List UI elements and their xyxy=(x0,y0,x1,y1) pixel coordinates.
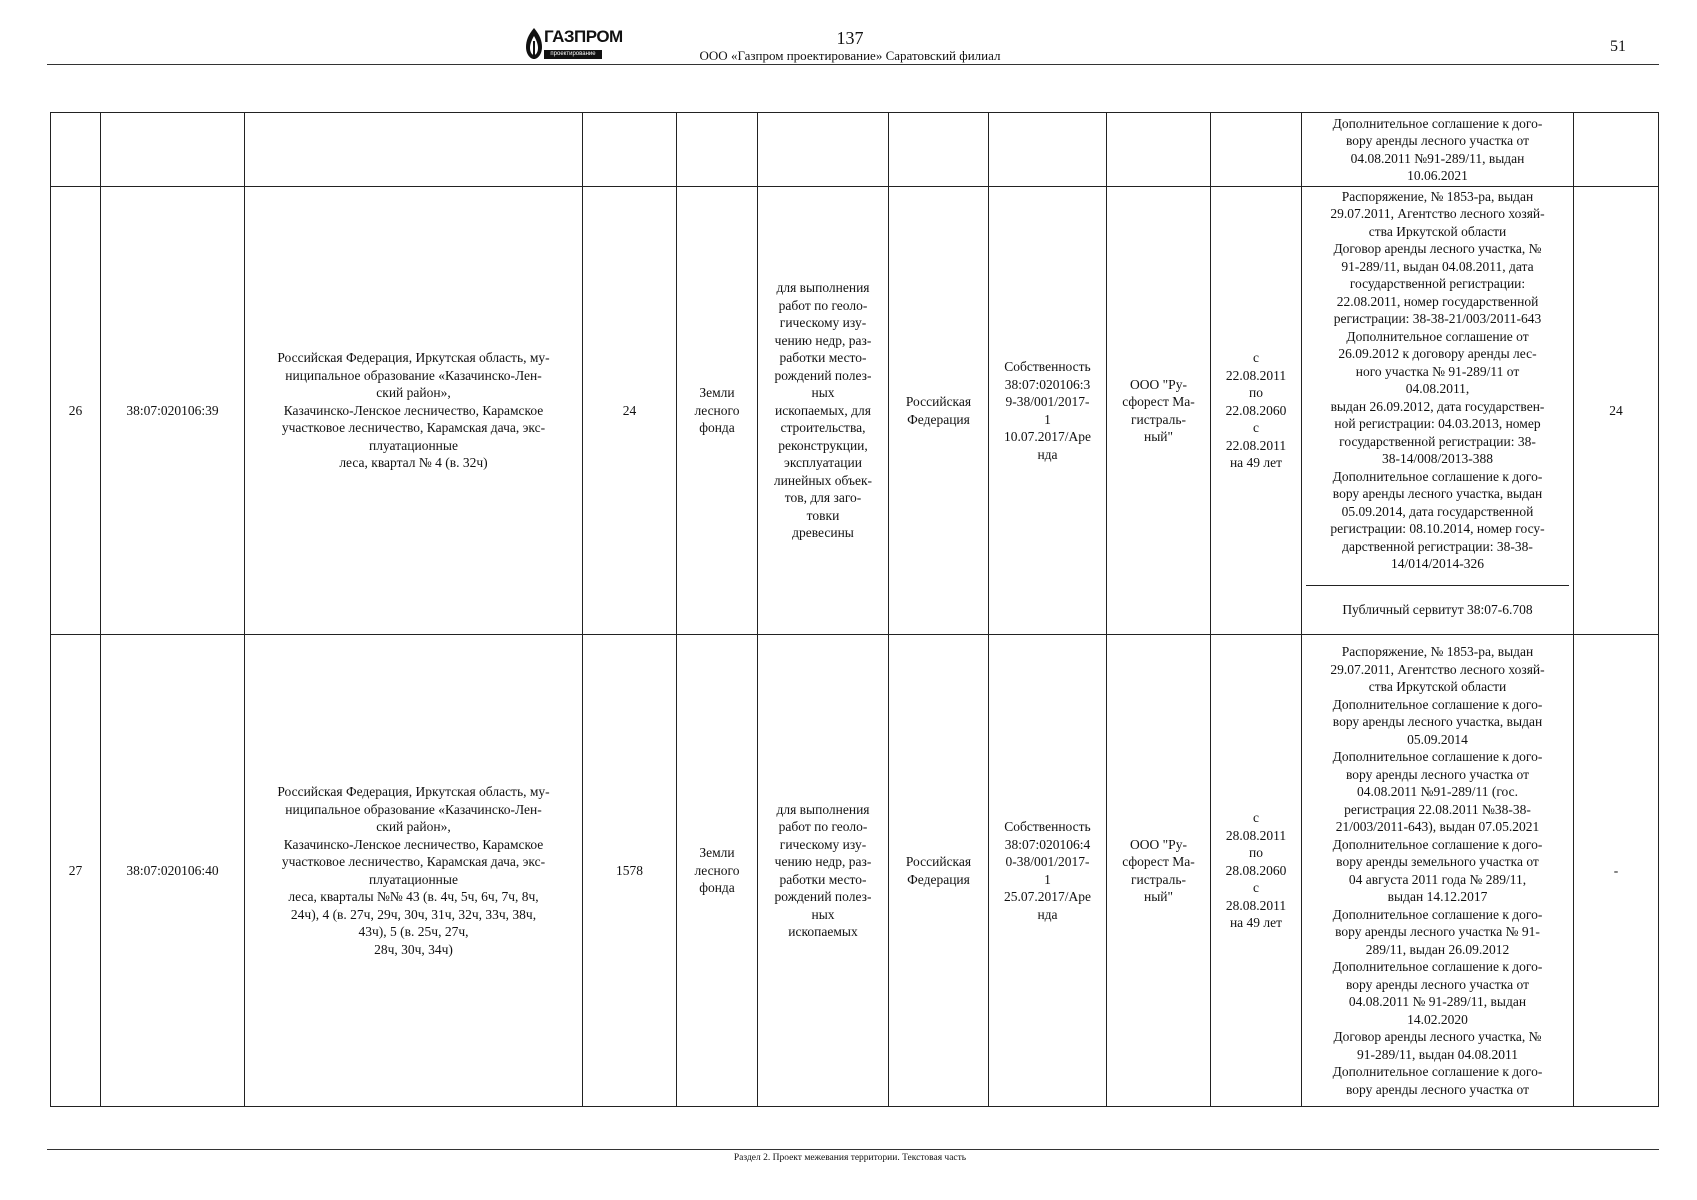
header-rule xyxy=(47,64,1659,65)
text-line: ООО "Ру- xyxy=(1130,376,1187,392)
text-line: 10.07.2017/Аре xyxy=(1004,429,1091,444)
cell-cadastral xyxy=(101,113,245,187)
text-line: 04.08.2011 № 91-289/11, выдан xyxy=(1348,994,1527,1009)
text-line: выдан 14.12.2017 xyxy=(1387,889,1488,904)
text-line: 04.08.2011 №91-289/11 (гос. xyxy=(1356,784,1519,799)
text-line: 22.08.2011 xyxy=(1225,437,1287,453)
cell-use xyxy=(758,187,889,635)
text-line: ный" xyxy=(1143,889,1174,904)
text-line: по xyxy=(1249,845,1263,861)
text-line: Собственность xyxy=(1004,819,1091,834)
doc-lines xyxy=(1306,115,1569,185)
text-line: тов, для заго- xyxy=(784,490,862,506)
cell-address xyxy=(245,635,583,1107)
text-line: 43ч), 5 (в. 25ч, 27ч, xyxy=(358,924,469,939)
text-line: ного участка № 91-289/11 от xyxy=(1355,363,1520,379)
text-line: 14/014/2014-326 xyxy=(1391,556,1484,571)
text-line: участковое лесничество, Карамская дача, экс- xyxy=(281,854,546,869)
text-line: плуатационные xyxy=(369,871,458,887)
text-line: 38-14/008/2013-388 xyxy=(1382,451,1493,466)
text-line: вору аренды лесного участка от xyxy=(1346,766,1529,782)
text-line: 10.06.2021 xyxy=(1407,168,1468,183)
cell-area: 1578 xyxy=(583,635,677,1107)
text-line: рождений полез- xyxy=(774,889,872,904)
cell-category xyxy=(677,635,758,1107)
logo-wordmark: ГАЗПРОМ xyxy=(544,27,623,46)
text-line: вору аренды лесного участка от xyxy=(1346,1081,1529,1097)
text-line: Дополнительное соглашение к дого- xyxy=(1332,1064,1543,1079)
text-line: 24ч), 4 (в. 27ч, 29ч, 30ч, 31ч, 32ч, 33ч, 38ч, xyxy=(290,906,537,922)
text-line: реконструкции, xyxy=(778,437,868,453)
text-line: государственной регистрации: xyxy=(1349,276,1526,291)
text-line: строительства, xyxy=(780,420,866,436)
text-line: Федерация xyxy=(907,411,970,427)
text-line: Дополнительное соглашение от xyxy=(1346,328,1529,344)
cell-owner xyxy=(889,113,989,187)
text-line: Российская xyxy=(905,854,972,869)
gazprom-logo xyxy=(524,25,623,61)
text-line: вору аренды лесного участка, выдан xyxy=(1332,714,1543,729)
sheet-number: 51 xyxy=(1610,38,1626,55)
text-line: гическому изу- xyxy=(779,315,867,331)
cell-documents xyxy=(1302,113,1574,187)
text-line: 25.07.2017/Аре xyxy=(1004,889,1091,904)
text-line: с xyxy=(1253,810,1259,826)
text-line: 22.08.2011, номер государственной xyxy=(1336,293,1539,309)
gazprom-flame-icon xyxy=(524,27,544,60)
text-line: гистраль- xyxy=(1130,871,1187,887)
text-line: ниципальное образование «Казачинско-Лен- xyxy=(285,801,542,817)
text-line: фонда xyxy=(699,880,735,896)
land-plots-table xyxy=(50,112,1659,1107)
text-line: 1 xyxy=(1044,871,1051,887)
text-line: ископаемых xyxy=(788,924,858,939)
cell-use xyxy=(758,113,889,187)
text-line: работ по геоло- xyxy=(778,819,868,834)
text-line: для выполнения xyxy=(776,280,870,296)
cell-right xyxy=(989,635,1107,1107)
text-line: участковое лесничество, Карамская дача, экс- xyxy=(281,420,546,436)
text-line: дарственной регистрации: 38-38- xyxy=(1342,538,1533,554)
text-line: 21/003/2011-643), выдан 07.05.2021 xyxy=(1335,819,1540,834)
company-name: ООО «Газпром проектирование» Саратовский филиал xyxy=(699,48,1001,63)
text-line: Собственность xyxy=(1004,359,1091,374)
text-line: древесины xyxy=(792,525,854,541)
text-line: линейных объек- xyxy=(773,472,873,488)
text-line: 26.09.2012 к договору аренды лес- xyxy=(1338,346,1537,361)
cell-last: 24 xyxy=(1574,187,1659,635)
logo-subtitle: проектирование xyxy=(544,50,602,59)
text-line: 04 августа 2011 года № 289/11, xyxy=(1348,871,1527,887)
text-line: ной регистрации: 04.03.2013, номер xyxy=(1334,416,1541,431)
text-line: на 49 лет xyxy=(1229,915,1283,931)
cell-category xyxy=(677,187,758,635)
cell-term xyxy=(1211,113,1302,187)
text-line: гическому изу- xyxy=(779,836,867,852)
text-line: 05.09.2014 xyxy=(1407,731,1468,747)
text-line: регистрации: 08.10.2014, номер госу- xyxy=(1330,521,1545,536)
text-line: Казачинско-Ленское лесничество, Карамское xyxy=(283,402,544,418)
text-line: с xyxy=(1253,880,1259,896)
cell-area xyxy=(583,113,677,187)
text-line: нда xyxy=(1037,446,1058,462)
text-line: 04.08.2011, xyxy=(1405,381,1470,396)
cell-term xyxy=(1211,187,1302,635)
table-row xyxy=(51,635,1659,1107)
text-line: ства Иркутской области xyxy=(1368,679,1507,694)
text-line: чению недр, раз- xyxy=(774,332,872,348)
text-line: лесного xyxy=(694,862,740,878)
text-line: 28ч, 30ч, 34ч) xyxy=(374,941,453,957)
text-line: 22.08.2060 xyxy=(1225,402,1287,418)
cell-holder xyxy=(1107,187,1211,635)
cell-owner xyxy=(889,635,989,1107)
cell-documents xyxy=(1302,635,1574,1107)
cell-num: 26 xyxy=(51,187,101,635)
text-line: гистраль- xyxy=(1130,411,1187,427)
text-line: Договор аренды лесного участка, № xyxy=(1333,1029,1542,1044)
text-line: Распоряжение, № 1853-ра, выдан xyxy=(1341,188,1534,204)
text-line: лесного xyxy=(694,402,740,418)
cell-last: - xyxy=(1574,635,1659,1107)
text-line: 0-38/001/2017- xyxy=(1005,854,1090,869)
text-line: 05.09.2014, дата государственной xyxy=(1341,503,1534,519)
cell-right xyxy=(989,113,1107,187)
text-line: ных xyxy=(811,906,835,922)
text-line: работки место- xyxy=(779,871,867,887)
text-line: вору аренды земельного участка от xyxy=(1336,854,1539,869)
text-line: регистрации: 38-38-21/003/2011-643 xyxy=(1333,311,1542,326)
text-line: Российская Федерация, Иркутская область, му- xyxy=(277,784,550,799)
cell-cadastral: 38:07:020106:39 xyxy=(101,187,245,635)
text-line: вору аренды лесного участка от xyxy=(1346,976,1529,992)
text-line: вору аренды лесного участка от xyxy=(1346,133,1529,148)
text-line: Российская Федерация, Иркутская область, му- xyxy=(277,350,550,366)
text-line: сфорест Ма- xyxy=(1122,394,1195,409)
text-line: 38:07:020106:4 xyxy=(1004,836,1091,852)
text-line: 9-38/001/2017- xyxy=(1005,394,1090,409)
servitude-note: Публичный сервитут 38:07-6.708 xyxy=(1306,585,1569,634)
text-line: сфорест Ма- xyxy=(1122,854,1195,869)
text-line: фонда xyxy=(699,420,735,436)
text-line: Российская xyxy=(905,394,972,409)
doc-lines xyxy=(1306,188,1569,585)
text-line: с xyxy=(1253,420,1259,436)
text-line: государственной регистрации: 38- xyxy=(1339,433,1536,449)
text-line: леса, кварталы №№ 43 (в. 4ч, 5ч, 6ч, 7ч, 8ч, xyxy=(288,889,539,904)
text-line: ископаемых, для xyxy=(775,402,871,418)
text-line: по xyxy=(1249,385,1263,401)
cell-documents xyxy=(1302,187,1574,635)
text-line: работ по геоло- xyxy=(778,297,868,313)
cell-num: 27 xyxy=(51,635,101,1107)
text-line: Земли xyxy=(699,385,735,401)
text-line: 91-289/11, выдан 04.08.2011, дата xyxy=(1341,258,1534,274)
text-line: 91-289/11, выдан 04.08.2011 xyxy=(1357,1046,1518,1062)
text-line: Дополнительное соглашение к дого- xyxy=(1332,836,1543,852)
text-line: 29.07.2011, Агентство лесного хозяй- xyxy=(1330,661,1545,677)
footer-rule xyxy=(47,1149,1659,1150)
cell-right xyxy=(989,187,1107,635)
cell-address xyxy=(245,113,583,187)
cell-use xyxy=(758,635,889,1107)
text-line: Дополнительное соглашение к дого- xyxy=(1332,749,1543,764)
text-line: ниципальное образование «Казачинско-Лен- xyxy=(285,367,542,383)
text-line: рождений полез- xyxy=(774,367,872,383)
text-line: Распоряжение, № 1853-ра, выдан xyxy=(1341,644,1534,659)
text-line: ский район», xyxy=(376,819,451,834)
text-line: Дополнительное соглашение к дого- xyxy=(1332,906,1543,922)
text-line: чению недр, раз- xyxy=(774,854,872,869)
text-line: регистрация 22.08.2011 №38-38- xyxy=(1344,801,1531,817)
doc-lines xyxy=(1306,643,1569,1098)
table-row xyxy=(51,187,1659,635)
text-line: для выполнения xyxy=(776,801,870,817)
text-line: Договор аренды лесного участка, № xyxy=(1333,241,1542,256)
text-line: 04.08.2011 №91-289/11, выдан xyxy=(1350,150,1525,166)
cell-num xyxy=(51,113,101,187)
text-line: на 49 лет xyxy=(1229,455,1283,471)
text-line: работки место- xyxy=(779,350,867,366)
text-line: 28.08.2060 xyxy=(1225,862,1287,878)
text-line: ный" xyxy=(1143,429,1174,444)
table-row-continuation xyxy=(51,113,1659,187)
text-line: ООО "Ру- xyxy=(1130,836,1187,852)
text-line: Федерация xyxy=(907,871,970,887)
text-line: плуатационные xyxy=(369,437,458,453)
text-line: Дополнительное соглашение к дого- xyxy=(1332,696,1543,712)
text-line: леса, квартал № 4 (в. 32ч) xyxy=(339,455,488,471)
text-line: 29.07.2011, Агентство лесного хозяй- xyxy=(1330,206,1545,221)
text-line: нда xyxy=(1037,906,1058,922)
footer-text: Раздел 2. Проект межевания территории. Текстовая часть xyxy=(733,1153,967,1163)
cell-holder xyxy=(1107,113,1211,187)
text-line: 14.02.2020 xyxy=(1407,1011,1468,1027)
text-line: Дополнительное соглашение к дого- xyxy=(1332,115,1543,131)
text-line: с xyxy=(1253,350,1259,366)
text-line: 28.08.2011 xyxy=(1225,897,1287,913)
cell-holder xyxy=(1107,635,1211,1107)
cell-area: 24 xyxy=(583,187,677,635)
text-line: 289/11, выдан 26.09.2012 xyxy=(1365,941,1510,957)
page-number: 137 xyxy=(836,28,864,48)
text-line: эксплуатации xyxy=(784,455,862,471)
cell-last xyxy=(1574,113,1659,187)
text-line: товки xyxy=(806,507,840,523)
text-line: 28.08.2011 xyxy=(1225,827,1287,843)
text-line: вору аренды лесного участка № 91- xyxy=(1335,924,1540,939)
cell-cadastral: 38:07:020106:40 xyxy=(101,635,245,1107)
text-line: Дополнительное соглашение к дого- xyxy=(1332,959,1543,974)
text-line: Дополнительное соглашение к дого- xyxy=(1332,468,1543,484)
text-line: ных xyxy=(811,385,835,401)
text-line: 38:07:020106:3 xyxy=(1004,376,1091,392)
text-line: ства Иркутской области xyxy=(1368,223,1507,239)
cell-category xyxy=(677,113,758,187)
cell-term xyxy=(1211,635,1302,1107)
cell-address xyxy=(245,187,583,635)
text-line: ский район», xyxy=(376,385,451,401)
text-line: 22.08.2011 xyxy=(1225,367,1287,383)
text-line: 1 xyxy=(1044,411,1051,427)
text-line: выдан 26.09.2012, дата государствен- xyxy=(1330,398,1545,414)
text-line: Казачинско-Ленское лесничество, Карамское xyxy=(283,836,544,852)
cell-owner xyxy=(889,187,989,635)
text-line: вору аренды лесного участка, выдан xyxy=(1332,486,1543,501)
text-line: Земли xyxy=(699,845,735,861)
